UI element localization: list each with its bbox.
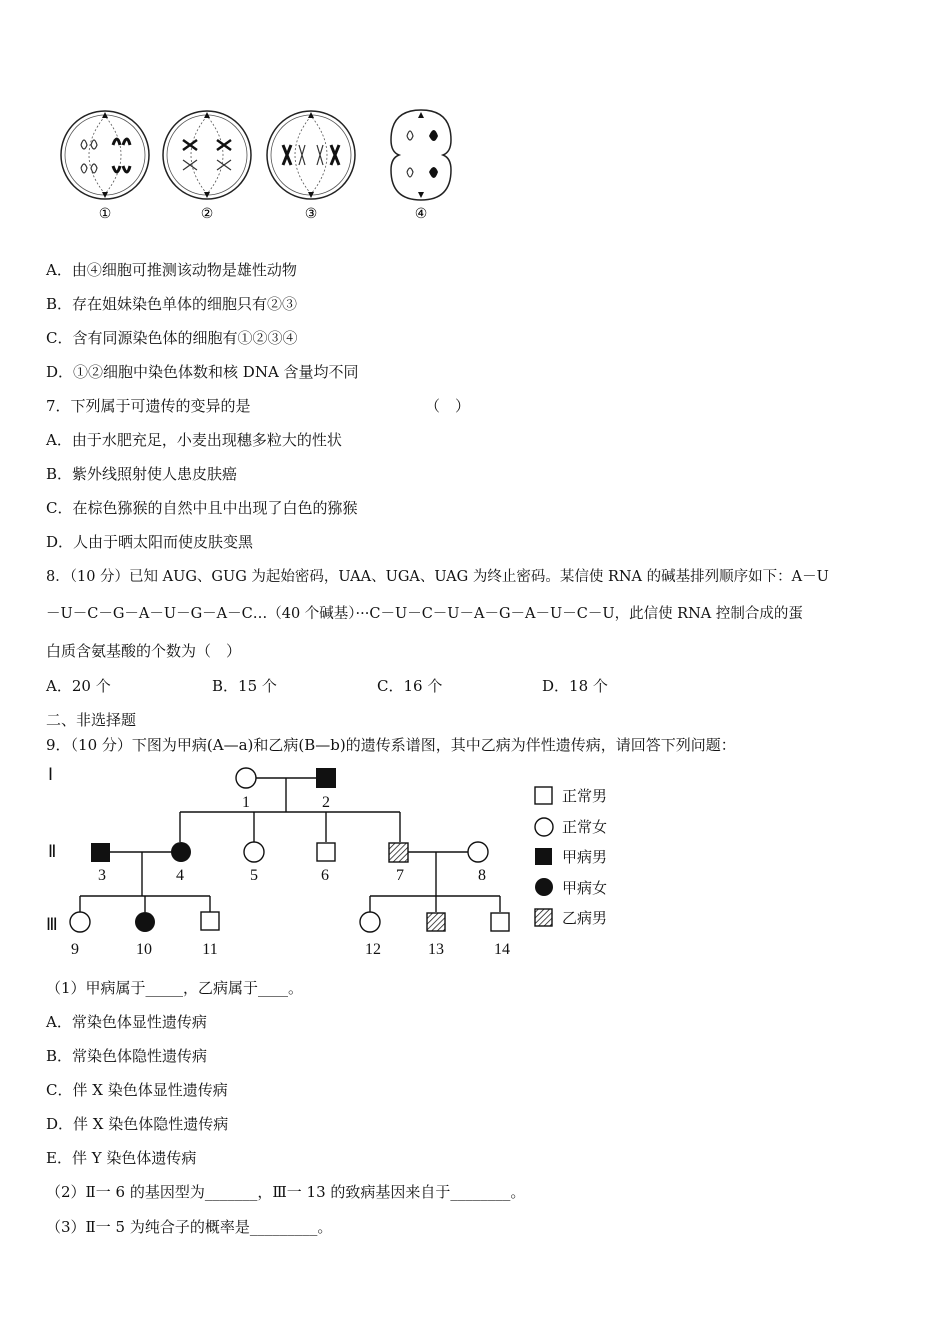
q8-option-a: A．20 个 (46, 677, 111, 695)
individual-number-13: 13 (428, 941, 444, 958)
individual-number-1: 1 (242, 794, 250, 811)
cell-1-diagram (61, 111, 149, 199)
pedigree-chart (40, 762, 640, 962)
q9-option-e: E．伴 Y 染色体遗传病 (46, 1149, 197, 1167)
cell-label-2: ② (200, 206, 214, 222)
individual-1 (236, 768, 256, 788)
individual-12 (360, 912, 380, 932)
cell-4-diagram (391, 110, 451, 200)
q7-option-d: D．人由于晒太阳而使皮肤变黑 (46, 533, 254, 551)
cell-2-diagram (163, 111, 251, 199)
individual-6 (317, 843, 335, 861)
individual-2 (316, 768, 336, 788)
individual-5 (244, 842, 264, 862)
individual-13 (427, 913, 445, 931)
individual-9 (70, 912, 90, 932)
q9-stem: 9．（10 分）下图为甲病(A—a)和乙病(B—b)的遗传系谱图，其中乙病为伴性遗传病，请回答下列问题： (46, 736, 736, 754)
individual-3 (91, 843, 110, 862)
generation-label-3: Ⅲ (46, 915, 58, 934)
legend-a-female: 甲病女 (562, 879, 608, 897)
q7-option-a: A．由于水肥充足，小麦出现穗多粒大的性状 (46, 431, 342, 449)
q7-option-b: B．紫外线照射使人患皮肤癌 (46, 465, 238, 483)
legend-b-male: 乙病男 (562, 909, 608, 927)
individual-number-12: 12 (365, 941, 381, 958)
q9-sub3: （3）Ⅱ一 5 为纯合子的概率是_________。 (46, 1218, 333, 1236)
q6-option-b: B．存在姐妹染色单体的细胞只有②③ (46, 295, 298, 313)
q9-sub2: （2）Ⅱ一 6 的基因型为_______，Ⅲ一 13 的致病基因来自于________。 (46, 1183, 526, 1201)
section-heading: 二、非选择题 (46, 711, 137, 729)
legend-normal-male: 正常男 (562, 787, 608, 805)
legend-normal-female: 正常女 (562, 818, 608, 836)
q6-option-a: A．由④细胞可推测该动物是雄性动物 (46, 261, 297, 279)
individual-11 (201, 912, 219, 930)
individual-number-11: 11 (202, 941, 218, 958)
generation-label-1: Ⅰ (48, 765, 54, 784)
q6-option-d: D．①②细胞中染色体数和核 DNA 含量均不同 (46, 363, 359, 381)
individual-number-2: 2 (322, 794, 330, 811)
individual-number-8: 8 (478, 867, 486, 884)
legend-a-male: 甲病男 (562, 848, 608, 866)
q8-option-d: D．18 个 (542, 677, 608, 695)
individual-number-5: 5 (250, 867, 258, 884)
generation-label-2: Ⅱ (48, 842, 57, 861)
q7-stem: 7．下列属于可遗传的变异的是 (46, 397, 251, 415)
q9-option-a: A．常染色体显性遗传病 (46, 1013, 207, 1031)
cell-3-diagram (267, 111, 355, 199)
q8-option-b: B．15 个 (212, 677, 277, 695)
cell-division-figure (55, 100, 475, 230)
q9-option-c: C．伴 X 染色体显性遗传病 (46, 1081, 228, 1099)
individual-number-3: 3 (98, 867, 106, 884)
cell-label-1: ① (98, 206, 112, 222)
legend-b-male-symbol (535, 909, 552, 926)
individual-8 (468, 842, 488, 862)
q9-sub1: （1）甲病属于_____，乙病属于____。 (46, 979, 304, 997)
individual-number-7: 7 (396, 867, 404, 884)
q8-stem-line-2: －U－C－G－A－U－G－A－C…（40 个碱基）···C－U－C－U－A－G－A－U－C－U，此信使 RNA 控制合成的蛋 (46, 606, 803, 622)
q9-option-b: B．常染色体隐性遗传病 (46, 1047, 208, 1065)
q7-answer-paren: （ ） (425, 397, 471, 415)
legend-normal-female-symbol (535, 818, 553, 836)
individual-10 (135, 912, 155, 932)
individual-number-9: 9 (71, 941, 79, 958)
legend-normal-male-symbol (535, 787, 552, 804)
q6-option-c: C．含有同源染色体的细胞有①②③④ (46, 329, 298, 347)
legend-a-female-symbol (535, 878, 553, 896)
individual-number-6: 6 (321, 867, 329, 884)
q7-option-c: C．在棕色猕猴的自然中且中出现了白色的猕猴 (46, 499, 358, 517)
q8-stem-line-3: 白质含氨基酸的个数为（ ） (46, 642, 242, 660)
q9-option-d: D．伴 X 染色体隐性遗传病 (46, 1115, 229, 1133)
cell-label-3: ③ (304, 206, 318, 222)
individual-14 (491, 913, 509, 931)
individual-number-10: 10 (136, 941, 152, 958)
individual-4 (171, 842, 191, 862)
q8-option-c: C．16 个 (377, 677, 443, 695)
individual-7 (389, 843, 408, 862)
legend-a-male-symbol (535, 848, 552, 865)
cell-label-4: ④ (414, 206, 428, 222)
q8-stem-line-1: 8．（10 分）已知 AUG、GUG 为起始密码，UAA、UGA、UAG 为终止密码。某信使 RNA 的碱基排列顺序如下：A－U (46, 569, 829, 585)
individual-number-4: 4 (176, 867, 184, 884)
individual-number-14: 14 (494, 941, 510, 958)
